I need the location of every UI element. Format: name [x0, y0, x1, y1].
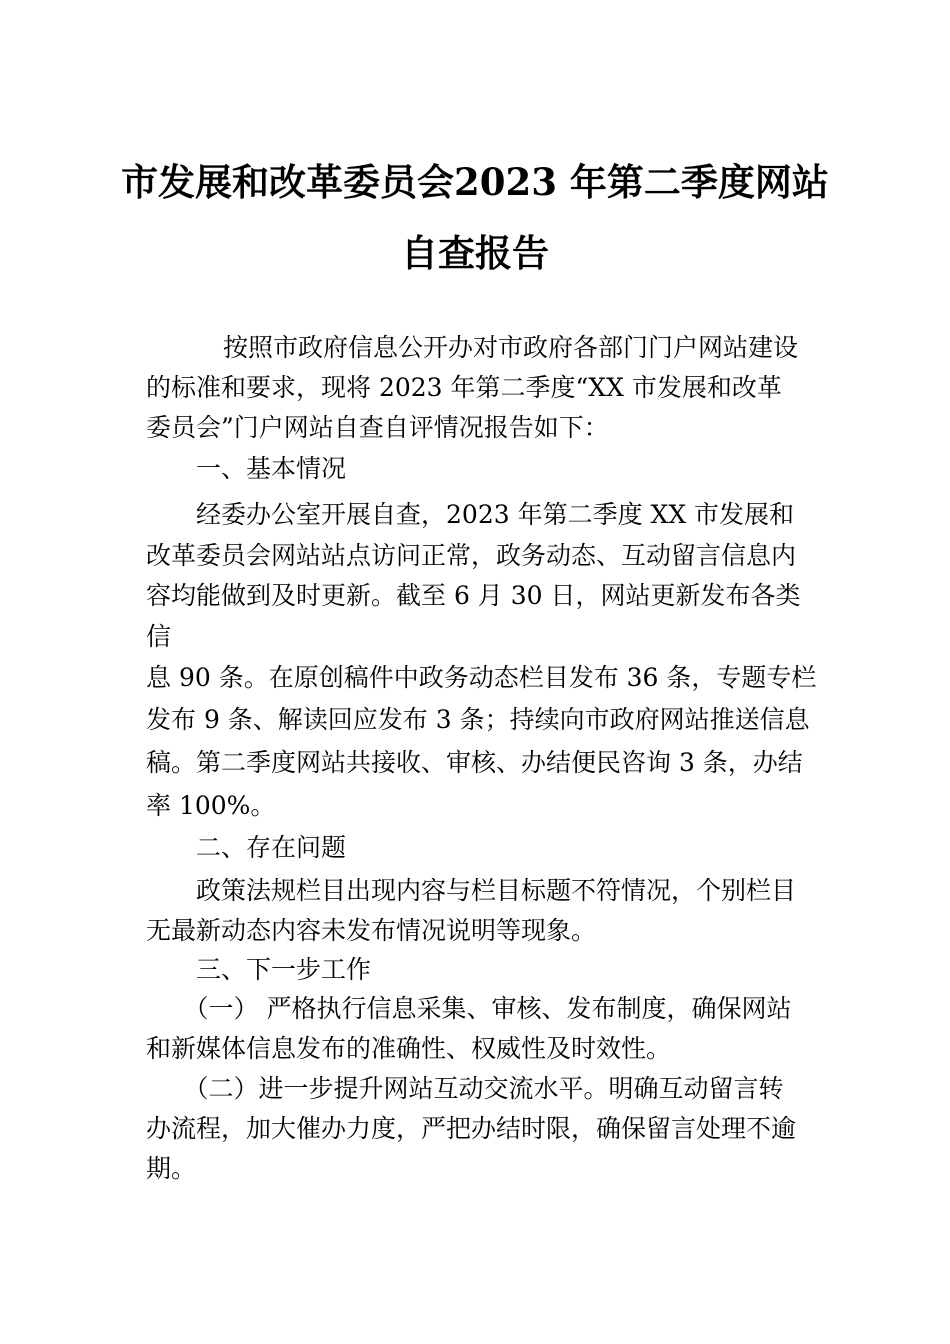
next-steps-line: 办流程，加大催办力度，严把办结时限，确保留言处理不逾	[146, 1114, 797, 1143]
next-steps-line: 和新媒体信息发布的准确性、权威性及时效性。	[146, 1034, 672, 1063]
intro-paragraph-line: 委员会”门户网站自查自评情况报告如下：	[146, 413, 609, 442]
basic-situation-line: 发布 9 条、解读回应发布 3 条；持续向市政府网站推送信息	[146, 705, 810, 734]
intro-paragraph-line: 的标准和要求，现将 2023 年第二季度“XX 市发展和改革	[146, 373, 782, 402]
basic-situation-line: 信	[146, 622, 172, 651]
basic-situation-line: 率 100%。	[146, 791, 276, 820]
document-title-line-2: 自查报告	[401, 231, 549, 275]
existing-problems-line: 无最新动态内容未发布情况说明等现象。	[146, 916, 597, 945]
basic-situation-line: 经委办公室开展自查，2023 年第二季度 XX 市发展和	[171, 500, 795, 529]
section-heading-next-steps: 三、下一步工作	[171, 955, 372, 984]
section-heading-existing-problems: 二、存在问题	[171, 833, 347, 862]
intro-paragraph-line: 按照市政府信息公开办对市政府各部门门户网站建设	[198, 333, 799, 362]
existing-problems-line: 政策法规栏目出现内容与栏目标题不符情况，个别栏目	[171, 876, 797, 905]
basic-situation-line: 稿。第二季度网站共接收、审核、办结便民咨询 3 条，办结	[146, 748, 803, 777]
section-heading-basic-situation: 一、基本情况	[171, 454, 347, 483]
next-steps-line: 期。	[146, 1154, 197, 1183]
next-steps-line: （二）进一步提升网站互动交流水平。明确互动留言转	[171, 1074, 784, 1103]
document-title-line-1: 市发展和改革委员会2023 年第二季度网站	[121, 160, 829, 204]
basic-situation-line: 容均能做到及时更新。截至 6 月 30 日，网站更新发布各类	[146, 581, 801, 610]
basic-situation-line: 改革委员会网站站点访问正常，政务动态、互动留言信息内	[146, 541, 797, 570]
next-steps-line: （一） 严格执行信息采集、审核、发布制度，确保网站	[171, 994, 792, 1023]
basic-situation-line: 息 90 条。在原创稿件中政务动态栏目发布 36 条，专题专栏	[146, 663, 817, 692]
